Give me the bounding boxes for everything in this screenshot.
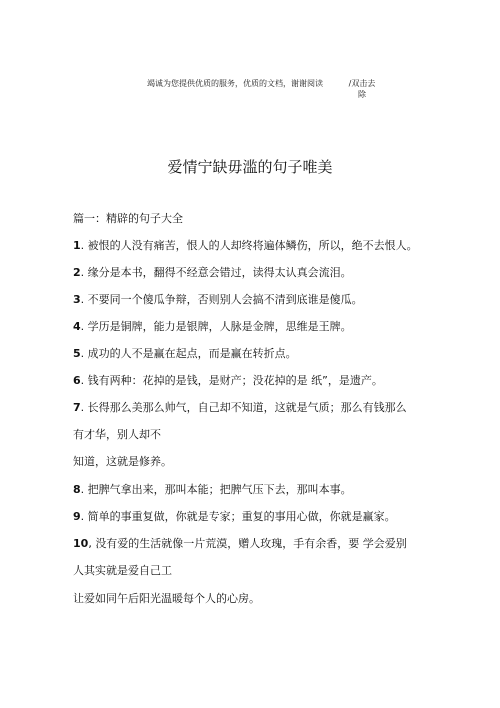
list-item-10-continued: 人其实就是爱自己工 xyxy=(73,564,172,577)
item-number: 8 xyxy=(73,483,81,496)
item-text: 长得那么美那么帅气，自己却不知道，这就是气质；那么有钱那么 xyxy=(87,401,407,414)
item-number: 4 xyxy=(73,320,81,333)
list-item-2: 2. 缘分是本书，翻得不经意会错过，读得太认真会流泪。 xyxy=(73,266,352,279)
section-heading: 篇一：精辟的句子大全 xyxy=(73,212,183,225)
item-number: 1 xyxy=(73,239,81,252)
document-header xyxy=(0,78,500,102)
item-text: 简单的事重复做，你就是专家；重复的事用心做，你就是赢家。 xyxy=(87,510,396,523)
item-number: 10 xyxy=(73,537,89,550)
list-item-7-continued: 有才华，别人却不 xyxy=(73,428,161,441)
list-item-3: 3. 不要同一个傻瓜争辩，否则别人会搞不清到底谁是傻瓜。 xyxy=(73,293,363,306)
list-item-6: 6. 钱有两种：花掉的是钱，是财产；没花掉的是 纸”，是遗产。 xyxy=(73,374,383,387)
list-item-1: 1. 被恨的人没有痛苦，恨人的人却终将遍体鳞伤，所以，绝不去恨人。 xyxy=(73,239,418,252)
item-text: 不要同一个傻瓜争辩，否则别人会搞不清到底谁是傻瓜。 xyxy=(87,293,363,306)
list-item-7: 7. 长得那么美那么帅气，自己却不知道，这就是气质；那么有钱那么 xyxy=(73,401,407,414)
header-remove-hint[interactable] xyxy=(348,78,376,100)
document-title: 爱情宁缺毋滥的句子唯美 xyxy=(167,158,333,176)
list-item-4: 4. 学历是铜牌，能力是银牌，人脉是金牌，思维是王牌。 xyxy=(73,320,352,333)
list-item-9: 9. 简单的事重复做，你就是专家；重复的事用心做，你就是赢家。 xyxy=(73,510,396,523)
item-number: 2 xyxy=(73,266,81,279)
item-text: 没有爱的生活就像一片荒漠，赠人玫瑰，手有余香，要 学会爱别 xyxy=(95,537,407,550)
list-item-5: 5. 成功的人不是赢在起点，而是赢在转折点。 xyxy=(73,347,297,360)
item-text: 被恨的人没有痛苦，恨人的人却终将遍体鳞伤，所以，绝不去恨人。 xyxy=(87,239,418,252)
item-number: 9 xyxy=(73,510,81,523)
item-number: 5 xyxy=(73,347,81,360)
list-item-7-continued: 知道，这就是修养。 xyxy=(73,455,172,468)
item-text: 把脾气拿出来，那叫本能；把脾气压下去，那叫本事。 xyxy=(87,483,352,496)
list-item-10: 10, 没有爱的生活就像一片荒漠，赠人玫瑰，手有余香，要 学会爱别 xyxy=(73,537,407,550)
item-text: 钱有两种：花掉的是钱，是财产；没花掉的是 纸”，是遗产。 xyxy=(87,374,383,387)
header-remove-hint-line2: 除 xyxy=(358,90,366,99)
item-text: 成功的人不是赢在起点，而是赢在转折点。 xyxy=(87,347,297,360)
header-remove-hint-line1: /双击去 xyxy=(348,79,376,88)
list-item-10-continued: 让爱如同午后阳光温暖每个人的心房。 xyxy=(73,592,260,605)
item-text: 缘分是本书，翻得不经意会错过，读得太认真会流泪。 xyxy=(87,266,352,279)
item-number: 7 xyxy=(73,401,81,414)
item-number: 3 xyxy=(73,293,81,306)
item-number: 6 xyxy=(73,374,81,387)
list-item-8: 8. 把脾气拿出来，那叫本能；把脾气压下去，那叫本事。 xyxy=(73,483,352,496)
header-notice: 竭诚为您提供优质的服务，优质的文档，谢谢阅读 xyxy=(147,79,323,88)
item-text: 学历是铜牌，能力是银牌，人脉是金牌，思维是王牌。 xyxy=(87,320,352,333)
